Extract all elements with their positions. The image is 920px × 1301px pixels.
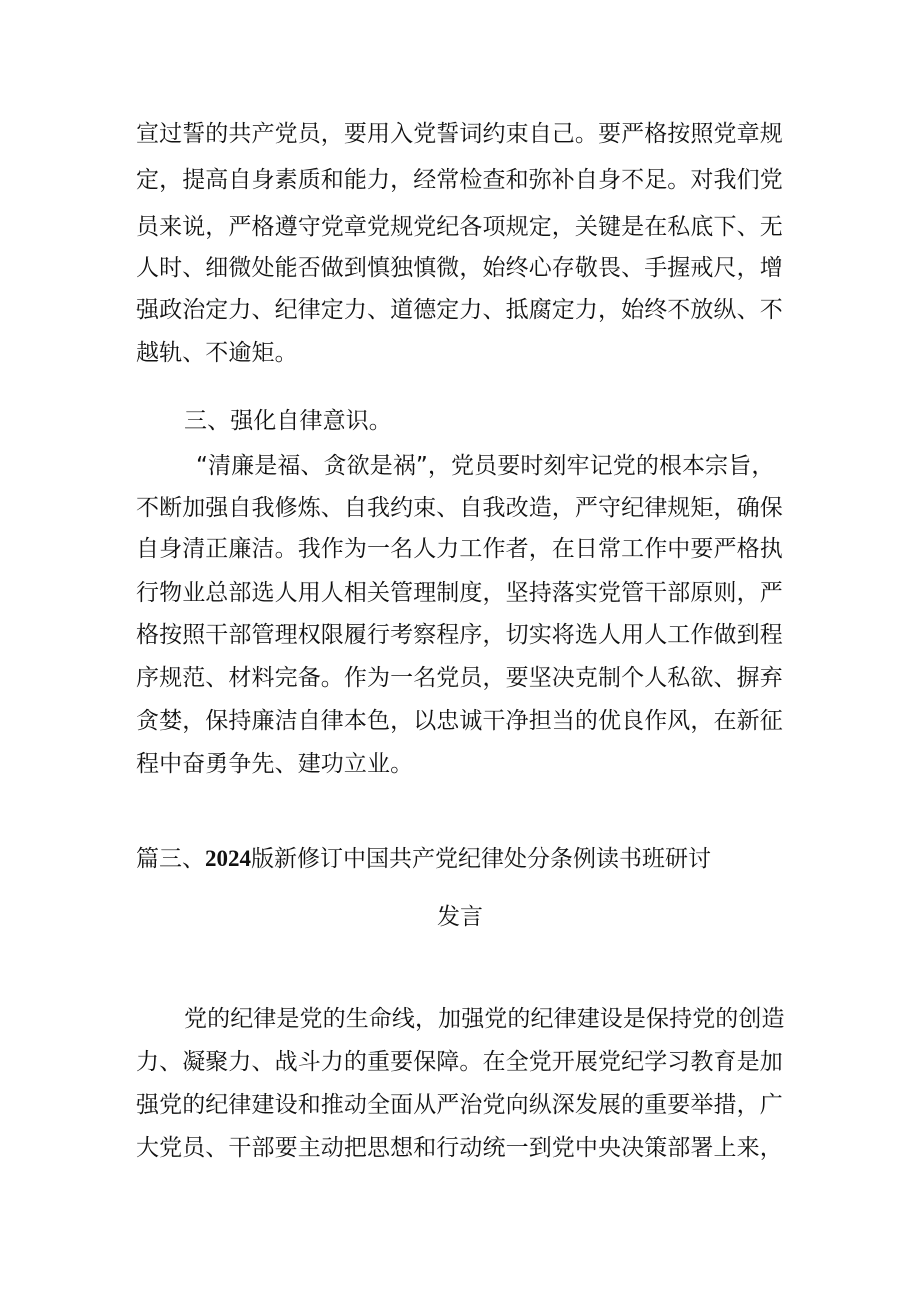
paragraph-line: 不断加强自我修炼、自我约束、自我改造，严守纪律规矩，确保	[136, 495, 783, 521]
article-title-rest: 版新修订中国共产党纪律处分条例读书班研讨	[251, 846, 711, 872]
article-title-prefix: 篇三、	[136, 846, 205, 872]
paragraph-line: 定，提高自身素质和能力，经常检查和弥补自身不足。对我们党	[136, 167, 783, 193]
section-heading: 三、强化自律意识。	[184, 408, 392, 434]
paragraph-line: 强党的纪律建设和推动全面从严治党向纵深发展的重要举措，广	[136, 1092, 783, 1118]
paragraph-line: 员来说，严格遵守党章党规党纪各项规定，关键是在私底下、无	[136, 214, 783, 240]
article-title	[136, 843, 711, 875]
paragraph-line: 越轨、不逾矩。	[136, 340, 298, 366]
paragraph-line: 大党员、干部要主动把思想和行动统一到党中央决策部署上来，	[136, 1135, 783, 1161]
article-title-year: 2024	[205, 846, 251, 871]
paragraph-line: 行物业总部选人用人相关管理制度，坚持落实党管干部原则，严	[136, 580, 783, 606]
paragraph-line: 自身清正廉洁。我作为一名人力工作者，在日常工作中要严格执	[136, 536, 783, 562]
paragraph-line: 贪婪，保持廉洁自律本色，以忠诚干净担当的优良作风，在新征	[136, 708, 783, 734]
paragraph-line: 党的纪律是党的生命线，加强党的纪律建设是保持党的创造	[184, 1006, 785, 1032]
paragraph-line: 序规范、材料完备。作为一名党员，要坚决克制个人私欲、摒弃	[136, 665, 783, 691]
paragraph-line: 强政治定力、纪律定力、道德定力、抵腐定力，始终不放纵、不	[136, 297, 783, 323]
article-title-line2: 发言	[437, 904, 483, 930]
paragraph-line: “清廉是福、贪欲是祸”，党员要时刻牢记党的根本宗旨，	[196, 453, 775, 479]
paragraph-line: 人时、细微处能否做到慎独慎微，始终心存敬畏、手握戒尺，增	[136, 255, 783, 281]
paragraph-line: 格按照干部管理权限履行考察程序，切实将选人用人工作做到程	[136, 622, 783, 648]
paragraph-line: 力、凝聚力、战斗力的重要保障。在全党开展党纪学习教育是加	[136, 1049, 783, 1075]
paragraph-line: 程中奋勇争先、建功立业。	[136, 751, 414, 777]
paragraph-line: 宣过誓的共产党员，要用入党誓词约束自己。要严格按照党章规	[136, 121, 783, 147]
